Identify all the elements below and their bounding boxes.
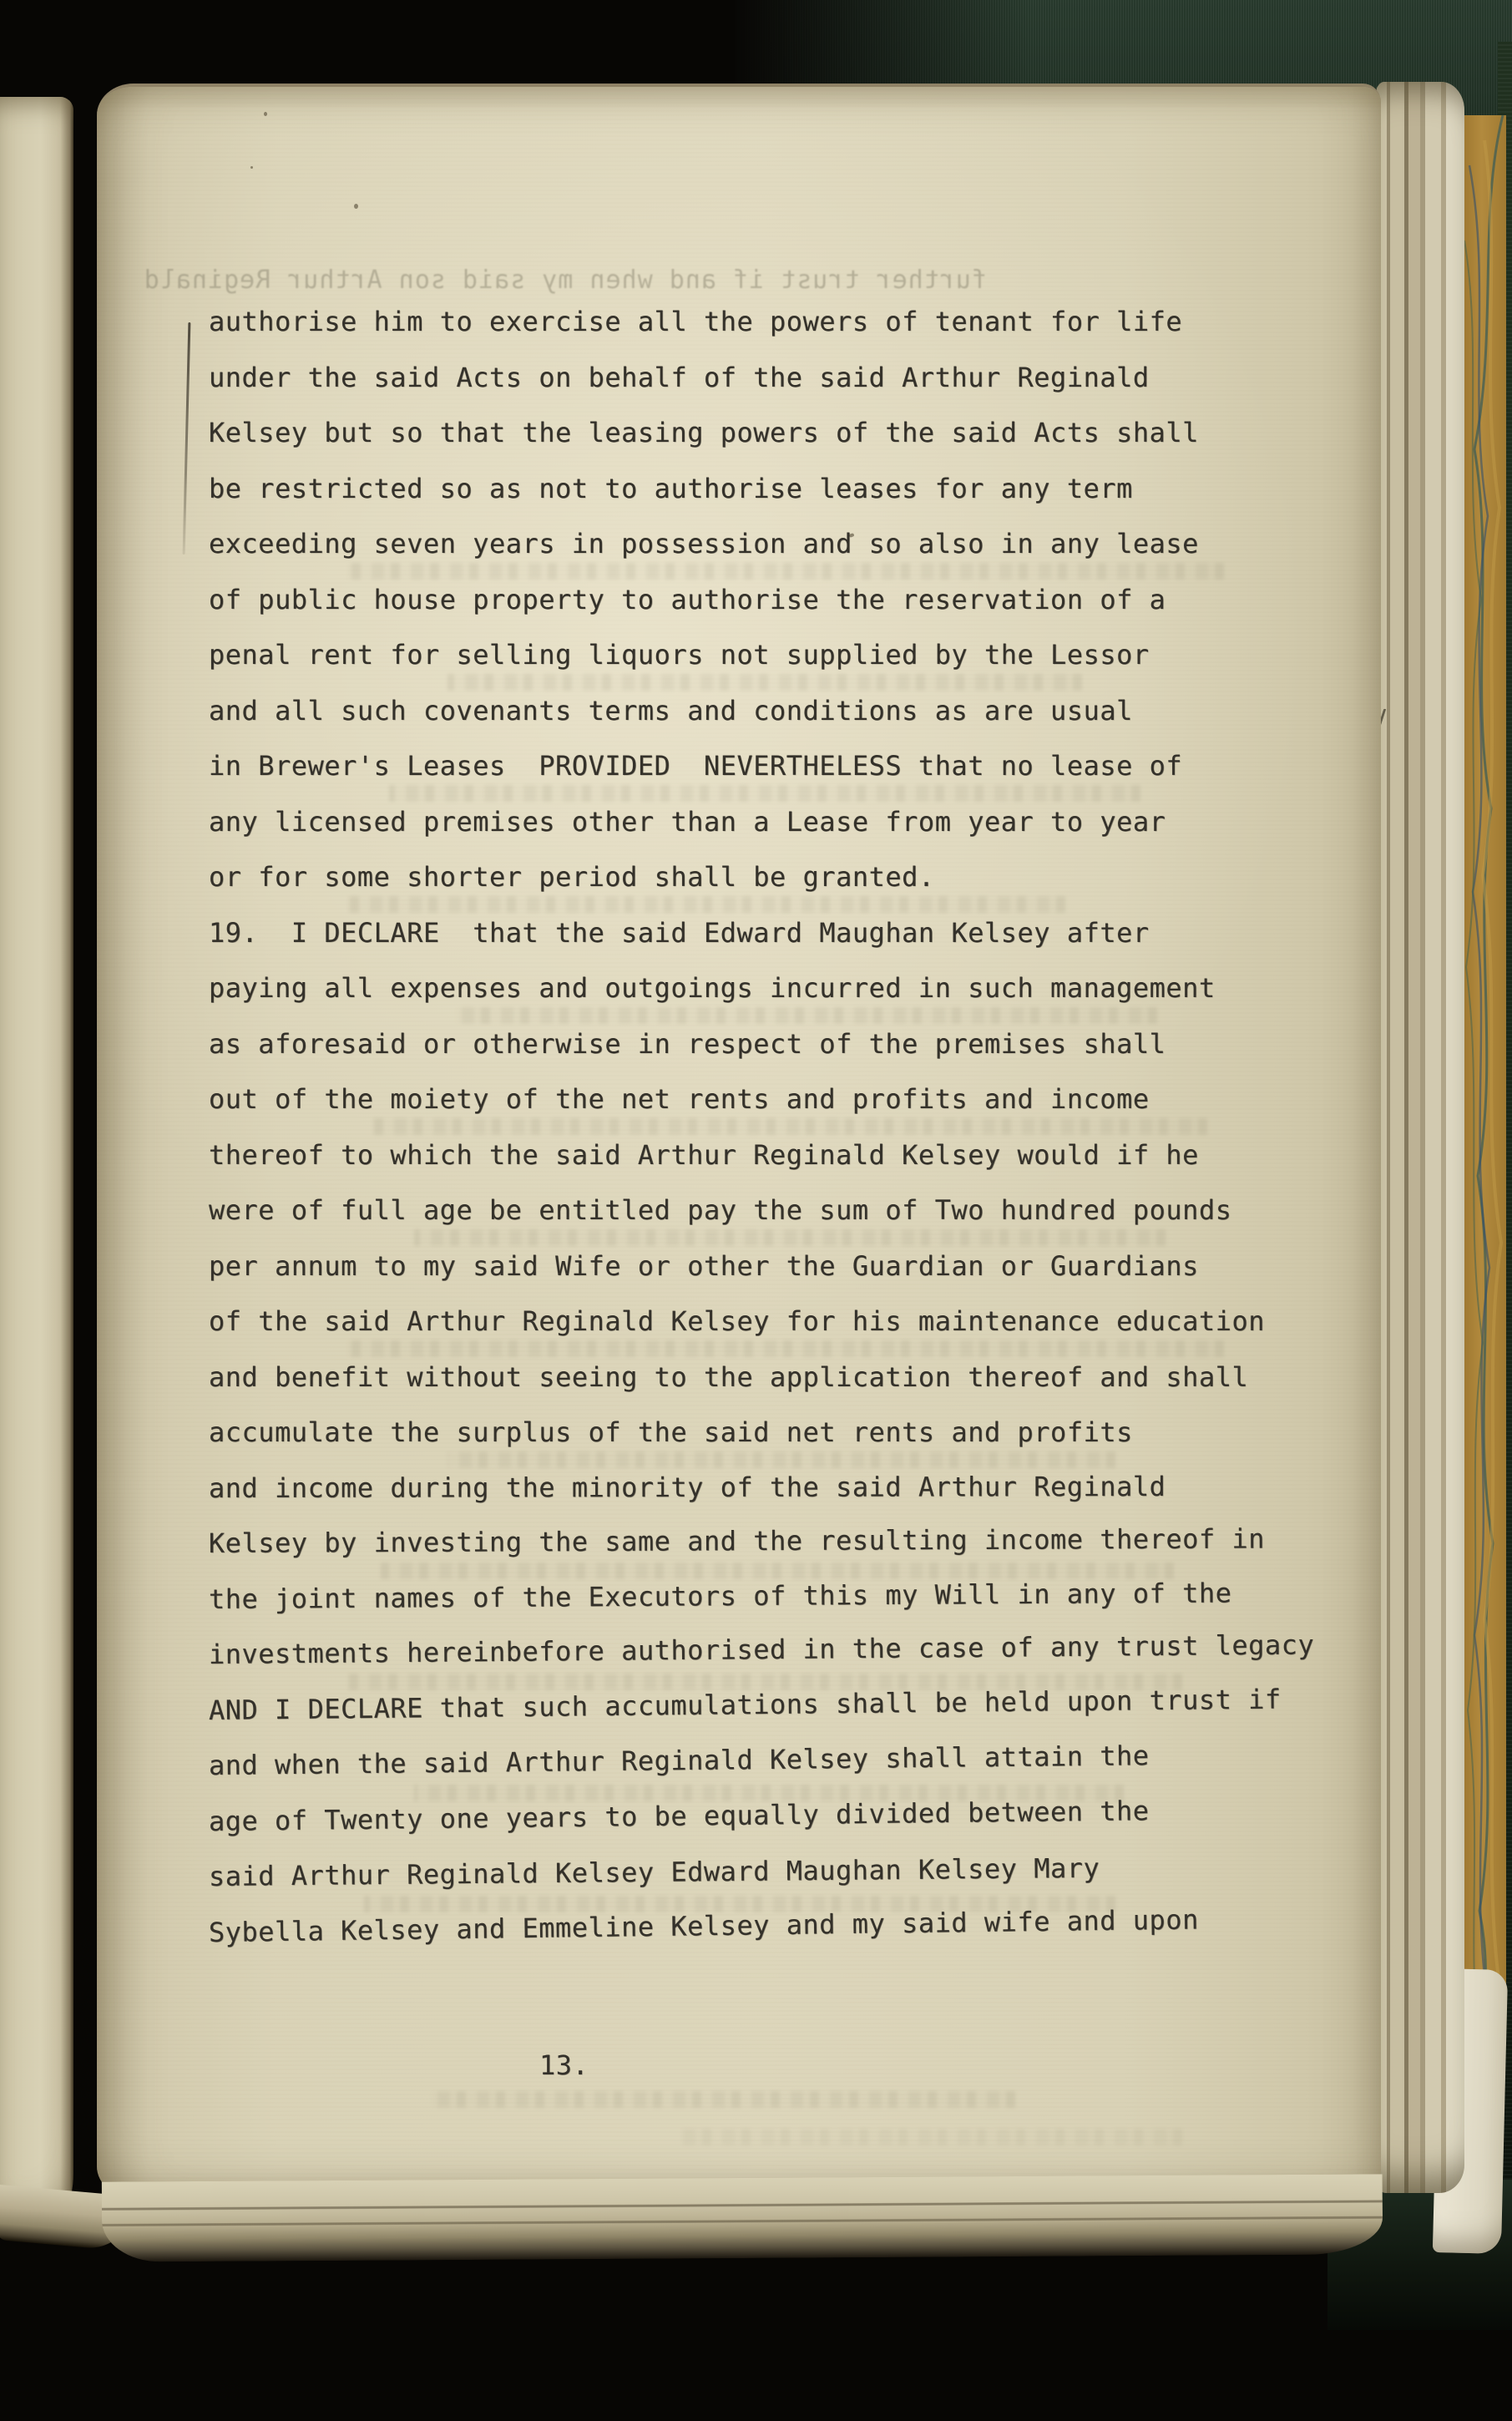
bleed-through-smudge: [431, 2091, 1015, 2108]
typed-line: or for some shorter period shall be granted.: [209, 861, 935, 893]
left-page-sliver: [0, 97, 73, 2231]
typed-line: and income during the minority of the said Arthur Reginald: [208, 1470, 1166, 1504]
typed-line: paying all expenses and outgoings incurred in such management: [209, 972, 1216, 1004]
typed-line: AND I DECLARE that such accumulations shall be held upon trust if: [208, 1683, 1282, 1726]
typed-line: accumulate the surplus of the said net rents and profits: [209, 1416, 1133, 1448]
marbled-vein-pattern: [1461, 115, 1506, 2044]
paper-speck: [354, 204, 358, 209]
typed-line: Sybella Kelsey and Emmeline Kelsey and my said wife and upon: [208, 1902, 1200, 1948]
typed-line: and when the said Arthur Reginald Kelsey shall attain the: [208, 1740, 1150, 1781]
bleed-through-text: further trust if and when my said son Arthur Reginald: [143, 266, 987, 295]
page-number: 13.: [539, 2049, 589, 2081]
typed-line: and all such covenants terms and conditions as are usual: [209, 694, 1133, 727]
typed-line: the joint names of the Executors of this my Will in any of the: [208, 1577, 1232, 1615]
typed-line: exceeding seven years in possession and so also in any lease: [209, 528, 1199, 560]
margin-pen-mark: [183, 322, 191, 555]
typed-line: any licensed premises other than a Lease from year to year: [209, 805, 1166, 838]
typed-line: said Arthur Reginald Kelsey Edward Maughan Kelsey Mary: [208, 1851, 1100, 1892]
typed-line: investments hereinbefore authorised in the case of any trust legacy: [208, 1628, 1315, 1670]
typed-line: be restricted so as not to authorise leases for any term: [209, 472, 1133, 504]
paper-speck: [250, 166, 253, 169]
typed-line: thereof to which the said Arthur Reginald Kelsey would if he: [209, 1138, 1199, 1171]
typed-text-block: [209, 294, 1394, 1960]
typed-line: 19. I DECLARE that the said Edward Maughan Kelsey after: [209, 916, 1150, 949]
typed-line: as aforesaid or otherwise in respect of the premises shall: [209, 1027, 1166, 1060]
typed-line: Kelsey but so that the leasing powers of the said Acts shall: [209, 417, 1199, 448]
document-page: [97, 84, 1381, 2200]
typed-line: age of Twenty one years to be equally divided between the: [208, 1794, 1150, 1837]
typed-line: penal rent for selling liquors not supplied by the Lessor: [209, 639, 1150, 671]
typed-line: Kelsey by investing the same and the resulting income thereof in: [208, 1522, 1266, 1559]
typed-line: out of the moiety of the net rents and profits and income: [209, 1083, 1150, 1115]
typed-line: of public house property to authorise the reservation of a: [209, 583, 1166, 615]
typed-line: were of full age be entitled pay the sum of Two hundred pounds: [209, 1194, 1232, 1226]
paper-speck: [264, 112, 267, 116]
typed-line: authorise him to exercise all the powers of tenant for life: [209, 306, 1183, 337]
typed-line: per annum to my said Wife or other the Guardian or Guardians: [209, 1249, 1199, 1282]
marbled-endpaper: [1461, 115, 1506, 2044]
page-bottom-fore-edge: [102, 2174, 1383, 2261]
typed-line: and benefit without seeing to the application thereof and shall: [209, 1360, 1249, 1393]
typed-line: under the said Acts on behalf of the said Arthur Reginald: [209, 361, 1150, 393]
typed-line: of the said Arthur Reginald Kelsey for his maintenance education: [209, 1305, 1265, 1337]
bleed-through-smudge: [681, 2129, 1182, 2145]
typed-line: in Brewer's Leases PROVIDED NEVERTHELESS that no lease of: [209, 750, 1183, 782]
